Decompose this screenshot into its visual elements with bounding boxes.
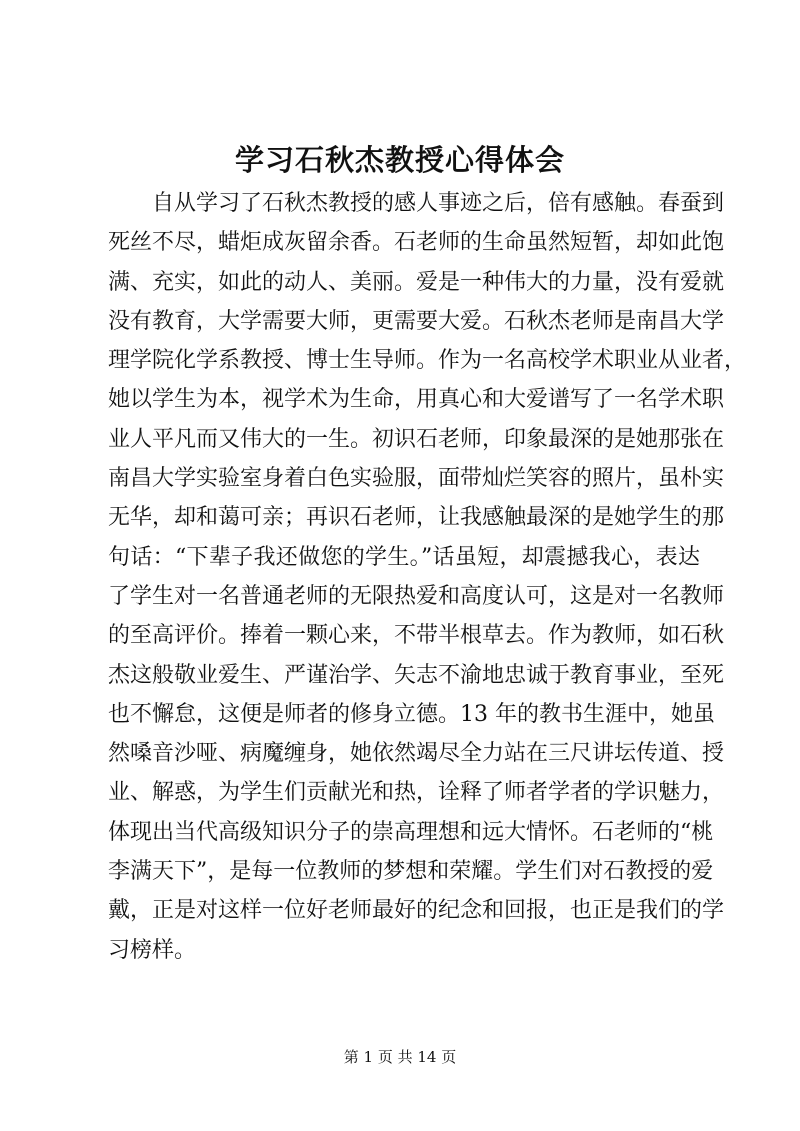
paragraph-line: 没有教育，大学需要大师，更需要大爱。石秋杰老师是南昌大学 xyxy=(108,308,725,334)
paragraph-line: 死丝不尽，蜡炬成灰留余香。石老师的生命虽然短暂，却如此饱 xyxy=(108,230,725,256)
paragraph-line: 了学生对一名普通老师的无限热爱和高度认可，这是对一名教师 xyxy=(108,583,725,609)
paragraph-line: 业、解惑，为学生们贡献光和热，诠释了师者学者的学识魅力， xyxy=(108,780,725,806)
paragraph-line: 李满天下”，是每一位教师的梦想和荣耀。学生们对石教授的爱 xyxy=(108,859,714,885)
paragraph-line: 无华，却和蔼可亲；再识石老师，让我感触最深的是她学生的那 xyxy=(108,505,725,531)
paragraph-line: 然嗓音沙哑、病魔缠身，她依然竭尽全力站在三尺讲坛传道、授 xyxy=(108,741,725,767)
paragraph-line: 体现出当代高级知识分子的崇高理想和远大情怀。石老师的“桃 xyxy=(108,819,714,845)
paragraph-line: 满、充实，如此的动人、美丽。爱是一种伟大的力量，没有爱就 xyxy=(108,269,725,295)
document-title: 学习石秋杰教授心得体会 xyxy=(234,143,565,177)
paragraph-line: 理学院化学系教授、博士生导师。作为一名高校学术职业从业者， xyxy=(108,348,747,374)
paragraph-line: 自从学习了石秋杰教授的感人事迹之后，倍有感触。春蚕到 xyxy=(152,191,725,216)
paragraph-line: 杰这般敬业爱生、严谨治学、矢志不渝地忠诚于教育事业，至死 xyxy=(108,662,725,688)
document-body xyxy=(108,184,747,970)
paragraph-line: 句话：“下辈子我还做您的学生。”话虽短，却震撼我心，表达 xyxy=(108,544,700,570)
paragraph-line: 她以学生为本，视学术为生命，用真心和大爱谱写了一名学术职 xyxy=(108,387,725,413)
paragraph-line: 的至高评价。捧着一颗心来，不带半根草去。作为教师，如石秋 xyxy=(108,623,725,649)
paragraph-line: 也不懈怠，这便是师者的修身立德。13 年的教书生涯中，她虽 xyxy=(108,701,715,727)
page-footer: 第 1 页 共 14 页 xyxy=(343,1048,457,1066)
paragraph-line: 南昌大学实验室身着白色实验服，面带灿烂笑容的照片，虽朴实 xyxy=(108,466,725,492)
paragraph-line: 业人平凡而又伟大的一生。初识石老师，印象最深的是她那张在 xyxy=(108,426,725,452)
paragraph-line: 习榜样。 xyxy=(108,937,197,963)
paragraph-line: 戴，正是对这样一位好老师最好的纪念和回报，也正是我们的学 xyxy=(108,898,725,924)
